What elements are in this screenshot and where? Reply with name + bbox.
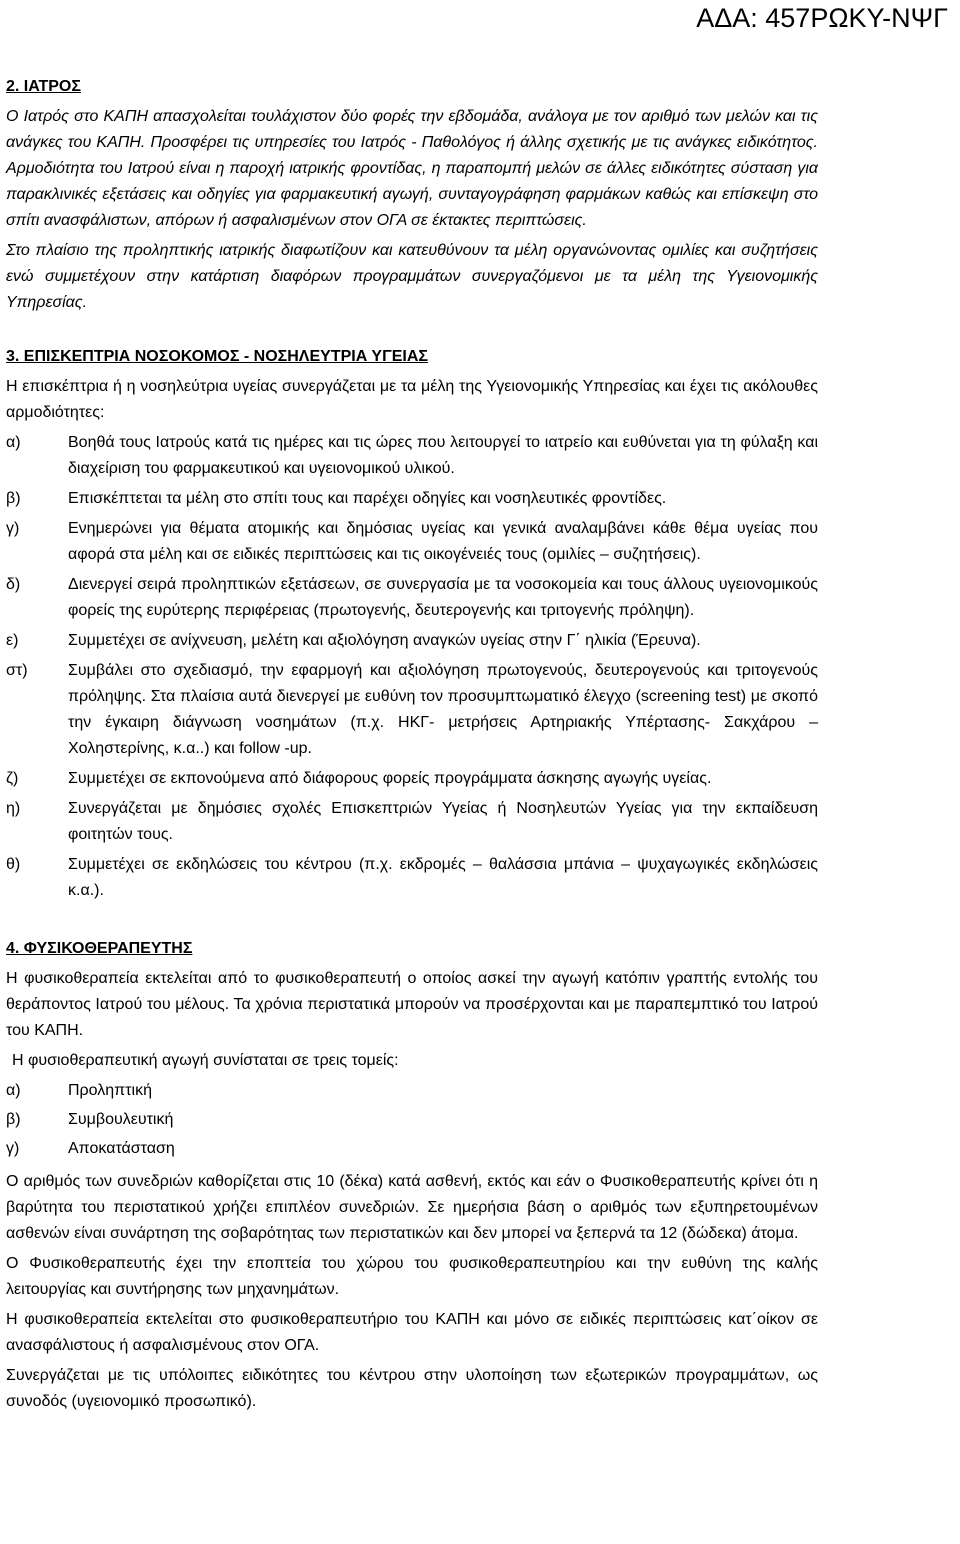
list-item xyxy=(6,1107,818,1133)
list-item-text: Επισκέπτεται τα μέλη στο σπίτι τους και παρέχει οδηγίες και νοσηλευτικές φροντίδες. xyxy=(68,490,667,507)
list-item-text: Συμβάλει στο σχεδιασμό, την εφαρμογή και αξιολόγηση πρωτογενούς, δευτερογενούς και τριτογενούς πρόληψης. Στα πλαίσια αυτά διενεργεί με ευθύνη τον προσυμπτωματικό έλεγχο (screening test) με σκοπό την έγκαιρη διάγνωση νοσημάτων (π.χ. ΗΚΓ- μετρήσεις Αρτηριακής Υπέρτασης- Σακχάρου – Χοληστερίνης, κ.α..) και follow -up. xyxy=(68,662,818,757)
list-item xyxy=(6,486,818,512)
ada-code: ΑΔΑ: 457ΡΩΚΥ-ΝΨΓ xyxy=(696,3,948,33)
section-4-paragraph-4: Ο Φυσικοθεραπευτής έχει την εποπτεία του χώρου του φυσικοθεραπευτηρίου και την ευθύνη της καλής λειτουργίας και συντήρησης των μηχανημάτων. xyxy=(6,1255,818,1298)
list-item xyxy=(6,628,818,654)
list-item-text: Συμμετέχει σε ανίχνευση, μελέτη και αξιολόγηση αναγκών υγείας στην Γ΄ ηλικία (Έρευνα). xyxy=(68,632,701,649)
list-item-label: α) xyxy=(6,434,21,451)
list-item xyxy=(6,852,818,904)
section-4-paragraph-6: Συνεργάζεται με τις υπόλοιπες ειδικότητες του κέντρου στην υλοποίηση των εξωτερικών προγραμμάτων, ως συνοδός (υγειονομικό προσωπικό). xyxy=(6,1367,818,1410)
list-item-text: Διενεργεί σειρά προληπτικών εξετάσεων, σε συνεργασία με τα νοσοκομεία και τους άλλους υγειονομικούς φορείς της ευρύτερης περιφέρειας (πρωτογενής, δευτερογενής και τριτογενής πρόληψη). xyxy=(68,576,818,619)
list-item-text: Συνεργάζεται με δημόσιες σχολές Επισκεπτριών Υγείας ή Νοσηλευτών Υγείας για την εκπαίδευση φοιτητών τους. xyxy=(68,800,818,843)
list-item-text: Συμμετέχει σε εκδηλώσεις του κέντρου (π.χ. εκδρομές – θαλάσσια μπάνια – ψυχαγωγικές εκδηλώσεις κ.α.). xyxy=(68,856,818,899)
section-2-paragraph-1: Ο Ιατρός στο ΚΑΠΗ απασχολείται τουλάχιστον δύο φορές την εβδομάδα, ανάλογα με τον αριθμό των μελών και τις ανάγκες του ΚΑΠΗ. Προσφέρει τις υπηρεσίες του Ιατρός - Παθολόγος ή άλλης σχετικής με τις ανάγκες ειδικότητος. Αρμοδιότητα του Ιατρού είναι η παροχή ιατρικής φροντίδας, η παραπομπή μελών σε άλλες ειδικότητες σύσταση για παρακλινικές εξετάσεις και οδηγίες για φαρμακευτική αγωγή, συνταγογράφηση φαρμάκων καθώς και επίσκεψη στο σπίτι ανασφάλιστων, απόρων ή ασφαλισμένων στον ΟΓΑ σε έκτακτες περιπτώσεις. xyxy=(6,108,818,229)
list-item-label: α) xyxy=(6,1082,21,1099)
list-item-label: η) xyxy=(6,800,21,817)
list-item-label: β) xyxy=(6,490,21,507)
list-item-text: Συμβουλευτική xyxy=(68,1111,174,1128)
list-item-label: β) xyxy=(6,1111,21,1128)
list-item xyxy=(6,430,818,482)
list-item xyxy=(6,516,818,568)
section-3-intro: Η επισκέπτρια ή η νοσηλεύτρια υγείας συνεργάζεται με τα μέλη της Υγειονομικής Υπηρεσίας και έχει τις ακόλουθες αρμοδιότητες: xyxy=(6,378,818,421)
list-item xyxy=(6,796,818,848)
section-4-paragraph-2: Η φυσιοθεραπευτική αγωγή συνίσταται σε τρεις τομείς: xyxy=(12,1052,399,1069)
list-item-text: Συμμετέχει σε εκπονούμενα από διάφορους φορείς προγράμματα άσκησης αγωγής υγείας. xyxy=(68,770,712,787)
list-item xyxy=(6,1078,818,1104)
section-4-paragraph-5: Η φυσικοθεραπεία εκτελείται στο φυσικοθεραπευτήριο του ΚΑΠΗ και μόνο σε ειδικές περιπτώσεις κατ΄οίκον σε ανασφάλιστους ή ασφαλισμένους στον ΟΓΑ. xyxy=(6,1311,818,1354)
list-item xyxy=(6,658,818,762)
list-item xyxy=(6,766,818,792)
section-2-heading: 2. ΙΑΤΡΟΣ xyxy=(6,78,81,95)
list-item-label: δ) xyxy=(6,576,21,593)
section-2-paragraph-2: Στο πλαίσιο της προληπτικής ιατρικής διαφωτίζουν και κατευθύνουν τα μέλη οργανώνοντας ομιλίες και συζητήσεις ενώ συμμετέχουν στην κατάρτιση διαφόρων προγραμμάτων συνεργαζόμενοι με τα μέλη της Υγειονομικής Υπηρεσίας. xyxy=(6,242,818,311)
list-item xyxy=(6,572,818,624)
section-4-heading: 4. ΦΥΣΙΚΟΘΕΡΑΠΕΥΤΗΣ xyxy=(6,940,193,957)
list-item-label: γ) xyxy=(6,1140,20,1157)
list-item-text: Αποκατάσταση xyxy=(68,1140,175,1157)
list-item-text: Προληπτική xyxy=(68,1082,152,1099)
list-item-label: στ) xyxy=(6,662,28,679)
document-body xyxy=(6,74,818,1415)
list-item-label: ζ) xyxy=(6,770,19,787)
list-item-text: Βοηθά τους Ιατρούς κατά τις ημέρες και τις ώρες που λειτουργεί το ιατρείο και ευθύνεται για τη φύλαξη και διαχείριση του φαρμακευτικού και υγειονομικού υλικού. xyxy=(68,434,818,477)
list-item-label: γ) xyxy=(6,520,20,537)
list-item-label: θ) xyxy=(6,856,21,873)
list-item-text: Ενημερώνει για θέματα ατομικής και δημόσιας υγείας και γενικά αναλαμβάνει κάθε θέμα υγείας που αφορά στα μέλη και σε ειδικές περιπτώσεις και τις οικογένειές τους (ομιλίες – συζητήσεις). xyxy=(68,520,818,563)
list-item xyxy=(6,1136,818,1162)
section-4-paragraph-1: Η φυσικοθεραπεία εκτελείται από το φυσικοθεραπευτή ο οποίος ασκεί την αγωγή κατόπιν γραπτής εντολής του θεράποντος Ιατρού του μέλους. Τα χρόνια περιστατικά μπορούν να προσέρχονται και με παραπεμπτικό του Ιατρού του ΚΑΠΗ. xyxy=(6,970,818,1039)
section-3-heading: 3. ΕΠΙΣΚΕΠΤΡΙΑ ΝΟΣΟΚΟΜΟΣ - ΝΟΣΗΛΕΥΤΡΙΑ ΥΓΕΙΑΣ xyxy=(6,348,428,365)
list-item-label: ε) xyxy=(6,632,19,649)
section-4-paragraph-3: Ο αριθμός των συνεδριών καθορίζεται στις 10 (δέκα) κατά ασθενή, εκτός και εάν ο Φυσικοθεραπευτής κρίνει ότι η βαρύτητα του περιστατικού χρήζει επιπλέον συνεδριών. Σε ημερήσια βάση ο αριθμός των εξυπηρετουμένων ασθενών είναι συνάρτηση της σοβαρότητας των περιστατικών και δεν μπορεί να ξεπερνά τα 12 (δώδεκα) άτομα. xyxy=(6,1173,818,1242)
